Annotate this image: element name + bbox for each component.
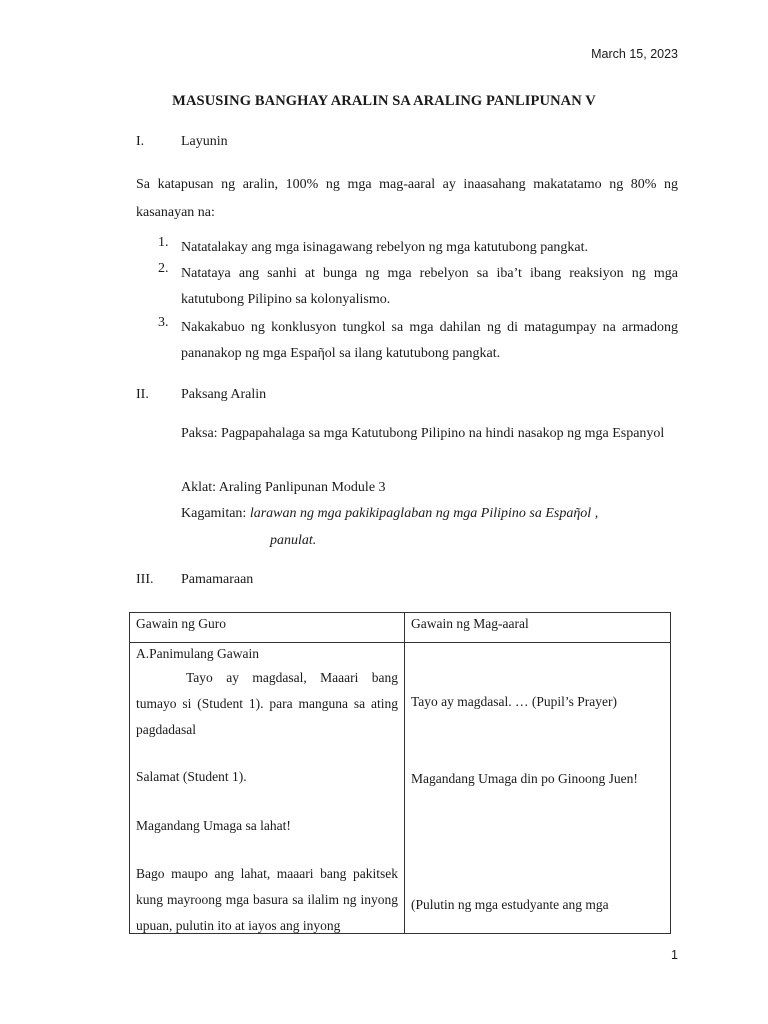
guro-panimulang-gawain: A.Panimulang Gawain [136, 646, 259, 661]
page-number: 1 [671, 948, 678, 962]
mag-aaral-bati: Magandang Umaga din po Ginoong Juen! [411, 771, 638, 786]
objective-2-text: Natataya ang sanhi at bunga ng mga rebelyon sa iba’t ibang reaksiyon ng mga katutubong Pilipino sa kolonyalismo. [181, 266, 678, 307]
objective-1-text: Natatalakay ang mga isinagawang rebelyon ng mga katutubong pangkat. [181, 240, 589, 255]
mag-aaral-dasal: Tayo ay magdasal. … (Pupil’s Prayer) [411, 694, 618, 709]
objective-2-number: 2. [158, 261, 169, 276]
objective-3-number: 3. [158, 315, 169, 330]
table-row [130, 643, 671, 934]
kagamitan-label: Kagamitan: [181, 506, 247, 521]
topic-aklat: Aklat: Araling Panlipunan Module 3 [181, 480, 386, 495]
section-2-number: II. [136, 387, 149, 402]
objective-1-number: 1. [158, 235, 169, 250]
kagamitan-continuation: panulat. [270, 533, 317, 548]
objectives-intro: Sa katapusan ng aralin, 100% ng mga mag-aaral ay inaasahang makatatamo ng 80% ng kasanayan na: [136, 177, 678, 220]
mag-aaral-pulutin: (Pulutin ng mga estudyante ang mga [411, 897, 609, 912]
guro-basura: Bago maupo ang lahat, maaari bang pakitsek kung mayroong mga basura sa ilalim ng inyong upuan, pulutin ito at iayos ang inyong [136, 866, 398, 933]
topic-kagamitan [181, 506, 678, 522]
document-date: March 15, 2023 [591, 47, 678, 61]
document-title: MASUSING BANGHAY ARALIN SA ARALING PANLIPUNAN V [172, 93, 596, 109]
guro-cell [130, 643, 405, 934]
header-guro: Gawain ng Guro [130, 613, 405, 643]
guro-salamat: Salamat (Student 1). [136, 769, 247, 784]
objective-3-text: Nakakabuo ng konklusyon tungkol sa mga dahilan ng di matagumpay na armadong pananakop ng mga Espaῆol sa ilang katutubong pangkat. [181, 320, 678, 361]
guro-dasal: Tayo ay magdasal, Maaari bang tumayo si (Student 1). para manguna sa ating pagdadasal [136, 670, 398, 737]
section-1-number: I. [136, 134, 145, 149]
kagamitan-value: larawan ng mga pakikipaglaban ng mga Pilipino sa Espaῆol , [246, 506, 599, 521]
guro-magandang-umaga: Magandang Umaga sa lahat! [136, 818, 291, 833]
table-header-row [130, 613, 671, 643]
mag-aaral-cell [405, 643, 671, 934]
topic-paksa: Paksa: Pagpapahalaga sa mga Katutubong Pilipino na hindi nasakop ng mga Espanyol [181, 426, 665, 441]
header-mag-aaral: Gawain ng Mag-aaral [405, 613, 671, 643]
gawain-table [129, 612, 671, 934]
section-3-number: III. [136, 572, 154, 587]
section-2-heading: Paksang Aralin [181, 387, 267, 402]
section-3-heading: Pamamaraan [181, 572, 254, 587]
section-1-heading: Layunin [181, 134, 228, 149]
